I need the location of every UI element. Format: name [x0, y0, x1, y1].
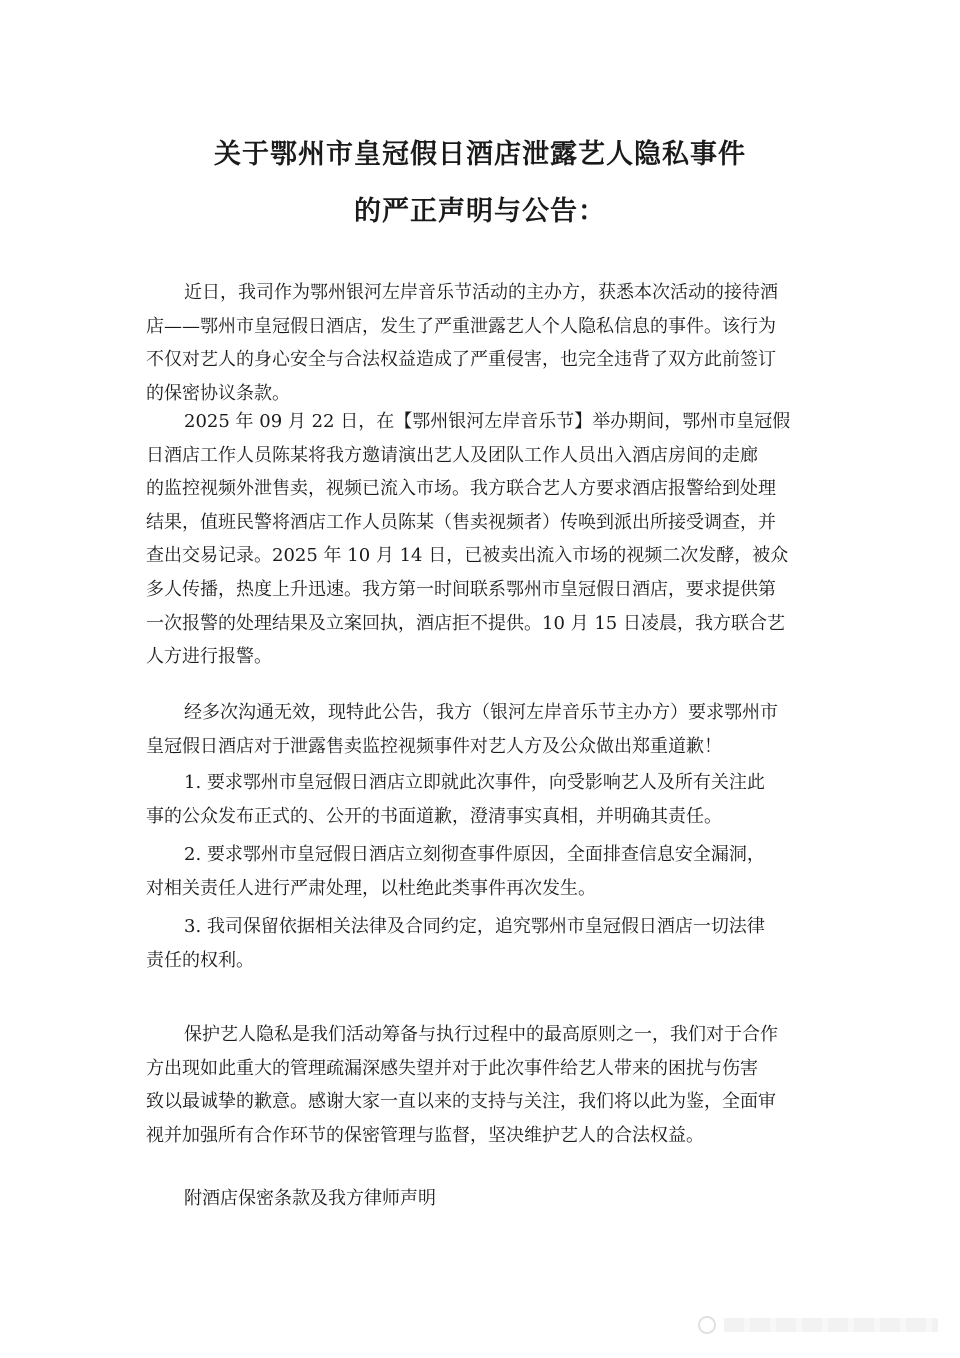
- paragraph-line: 店——鄂州市皇冠假日酒店，发生了严重泄露艺人个人隐私信息的事件。该行为: [146, 315, 776, 337]
- paragraph-line: 附酒店保密条款及我方律师声明: [184, 1188, 436, 1209]
- paragraph-line: 日酒店工作人员陈某将我方邀请演出艺人及团队工作人员出入酒店房间的走廊: [146, 444, 758, 466]
- paragraph-line: 的保密协议条款。: [146, 382, 290, 404]
- paragraph-closing: [146, 1018, 818, 1152]
- paragraph-incident: [146, 405, 818, 674]
- paragraph-line: 一次报警的处理结果及立案回执，酒店拒不提供。10 月 15 日凌晨，我方联合艺: [146, 612, 785, 634]
- list-item-legal-rights: [146, 910, 818, 977]
- paragraph-line: 2. 要求鄂州市皇冠假日酒店立刻彻查事件原因，全面排查信息安全漏洞，: [184, 844, 765, 865]
- paragraph-line: 经多次沟通无效，现特此公告，我方（银河左岸音乐节主办方）要求鄂州市: [184, 702, 778, 723]
- paragraph-line: 不仅对艺人的身心安全与合法权益造成了严重侵害，也完全违背了双方此前签订: [146, 349, 776, 371]
- paragraph-line: 1. 要求鄂州市皇冠假日酒店立即就此次事件，向受影响艺人及所有关注此: [184, 772, 765, 793]
- paragraph-line: 事的公众发布正式的、公开的书面道歉，澄清事实真相，并明确其责任。: [146, 805, 722, 827]
- paragraph-line: 对相关责任人进行严肃处理，以杜绝此类事件再次发生。: [146, 877, 596, 899]
- paragraph-line: 致以最诚挚的歉意。感谢大家一直以来的支持与关注，我们将以此为鉴，全面审: [146, 1091, 776, 1113]
- paragraph-line: 人方进行报警。: [146, 646, 272, 668]
- watermark-logo-icon: [698, 1316, 716, 1334]
- paragraph-line: 保护艺人隐私是我们活动筹备与执行过程中的最高原则之一，我们对于合作: [184, 1024, 778, 1045]
- document-title-line-2: 的严正声明与公告：: [354, 196, 606, 227]
- paragraph-intro: [146, 276, 818, 410]
- watermark-bar: [724, 1318, 938, 1332]
- paragraph-line: 3. 我司保留依据相关法律及合同约定，追究鄂州市皇冠假日酒店一切法律: [184, 916, 765, 937]
- paragraph-line: 2025 年 09 月 22 日，在【鄂州银河左岸音乐节】举办期间，鄂州市皇冠假: [184, 411, 791, 432]
- paragraph-line: 的监控视频外泄售卖，视频已流入市场。我方联合艺人方要求酒店报警给到处理: [146, 478, 776, 500]
- attachment-note: [146, 1182, 818, 1216]
- paragraph-line: 视并加强所有合作环节的保密管理与监督，坚决维护艺人的合法权益。: [146, 1124, 704, 1146]
- paragraph-line: 查出交易记录。2025 年 10 月 14 日，已被卖出流入市场的视频二次发酵，被众: [146, 545, 789, 567]
- document-title-line-1: 关于鄂州市皇冠假日酒店泄露艺人隐私事件: [214, 139, 746, 170]
- paragraph-line: 结果，值班民警将酒店工作人员陈某（售卖视频者）传唤到派出所接受调查，并: [146, 511, 776, 533]
- paragraph-line: 方出现如此重大的管理疏漏深感失望并对于此次事件给艺人带来的困扰与伤害: [146, 1057, 758, 1079]
- paragraph-demand: [146, 696, 818, 763]
- list-item-apology: [146, 766, 818, 833]
- list-item-investigation: [146, 838, 818, 905]
- paragraph-line: 近日，我司作为鄂州银河左岸音乐节活动的主办方，获悉本次活动的接待酒: [184, 282, 778, 303]
- paragraph-line: 多人传播，热度上升迅速。我方第一时间联系鄂州市皇冠假日酒店，要求提供第: [146, 578, 776, 600]
- watermark: [698, 1310, 938, 1340]
- paragraph-line: 皇冠假日酒店对于泄露售卖监控视频事件对艺人方及公众做出郑重道歉！: [146, 735, 722, 757]
- paragraph-line: 责任的权利。: [146, 949, 254, 971]
